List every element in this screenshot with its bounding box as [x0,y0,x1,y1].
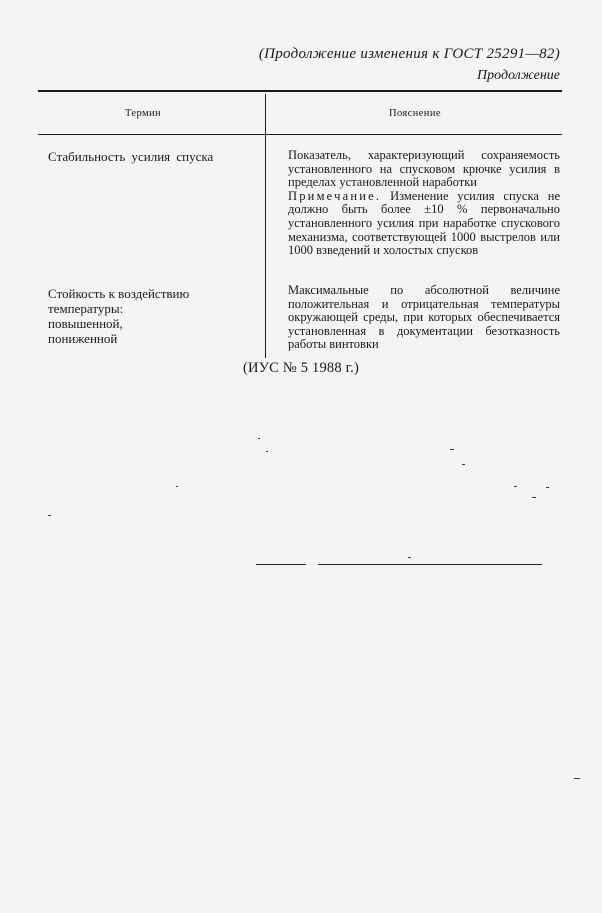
scan-speck [514,486,517,487]
scan-speck [546,487,549,488]
scan-speck [48,515,51,516]
column-header-explanation: Пояснение [389,108,441,119]
scan-speck [532,497,536,498]
term-text: Стойкость к воздействию температуры: [48,286,190,316]
continuation-reference: (Продолжение изменения к ГОСТ 25291—82) [258,46,560,62]
explanation-text: Максимальные по абсолютной величине положительная и отрицательная температуры окружающей среды, при которых обеспечивается установленная в документации безотказность работы винтовки [288,283,560,352]
scan-speck [450,449,454,450]
explanation-text: Показатель, характеризующий сохраняемость установленного на спусковом крючке усилия в пределах установленной наработки [288,148,560,190]
table-column-divider [265,94,266,358]
note-text: Изменение усилия спуска не должно быть более ±10 % первоначально установленного усилия при наработке спускового механизма, соответствующей 1000 выстрелов или 1000 взведений и холостых спусков [288,188,560,258]
column-header-term: Термин [125,108,162,119]
scan-speck [266,451,268,452]
scan-speck [462,464,465,465]
bottom-rule-left [256,564,306,565]
scan-speck [258,438,260,439]
term-trigger-force-stability [48,149,248,164]
bottom-rule-right [318,564,542,565]
table-top-rule [38,90,562,92]
term-subitem-high: повышенной, [48,316,123,331]
scan-speck [574,778,580,779]
explanation-temperature-resistance [288,284,560,352]
term-temperature-resistance [48,286,260,346]
term-subitem-low: пониженной [48,331,118,346]
term-text: Стабильность усилия спуска [48,149,214,164]
source-reference: (ИУС № 5 1988 г.) [243,360,359,376]
explanation-trigger-force-stability [288,149,560,258]
note-paragraph [288,190,560,258]
scan-speck [176,486,178,487]
table-header-rule [38,134,562,135]
note-title: Примечание. [288,188,382,203]
scan-speck [408,557,411,558]
continuation-label: Продолжение [477,68,560,83]
